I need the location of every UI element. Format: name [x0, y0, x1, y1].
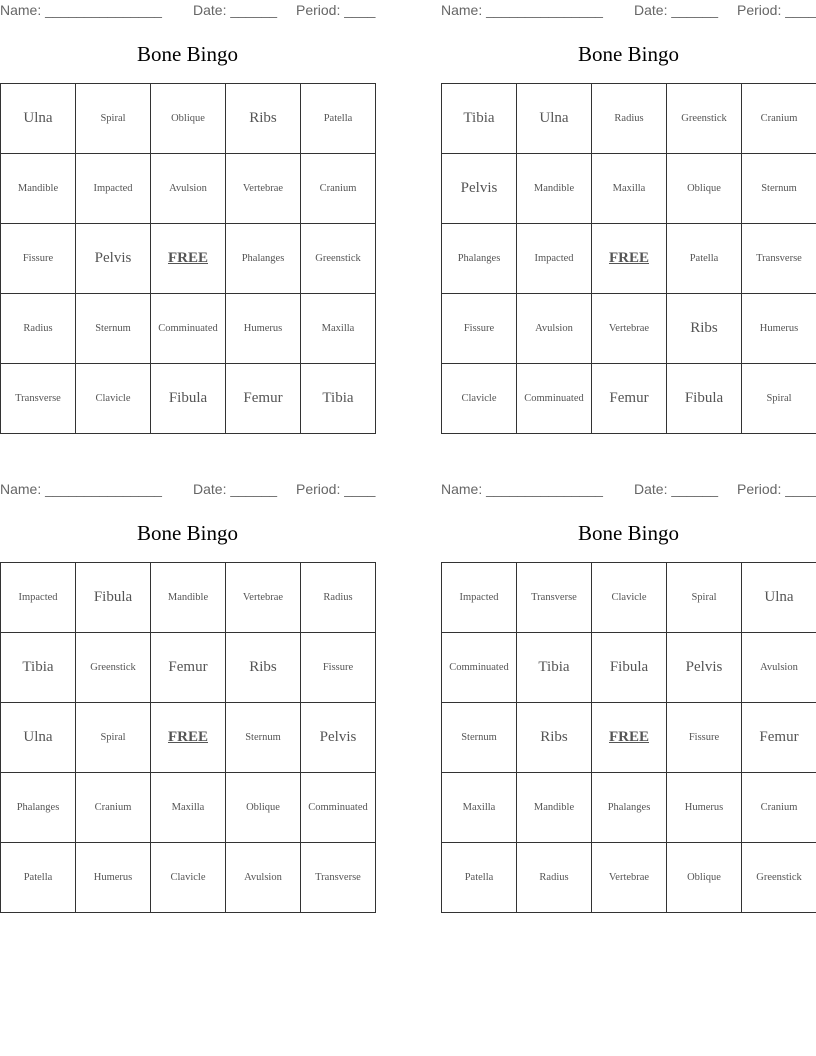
- date-field-label: Date: ______: [193, 2, 278, 18]
- bingo-row: [442, 84, 816, 154]
- card-title: Bone Bingo: [137, 42, 238, 66]
- bingo-cell: Avulsion: [742, 633, 816, 703]
- bingo-cell: Ribs: [226, 633, 301, 703]
- bingo-cell: Impacted: [1, 563, 76, 633]
- bingo-cell: Tibia: [517, 633, 592, 703]
- bingo-row: [1, 703, 376, 773]
- bingo-cell: Humerus: [76, 843, 151, 913]
- bingo-cell: Fibula: [151, 364, 226, 434]
- bingo-cell: Fibula: [667, 364, 742, 434]
- bingo-grid: [0, 83, 376, 434]
- bingo-cell: Patella: [442, 843, 517, 913]
- bingo-cell: Clavicle: [442, 364, 517, 434]
- bingo-row: [1, 633, 376, 703]
- bingo-cell: Cranium: [742, 84, 816, 154]
- bingo-cell: Impacted: [442, 563, 517, 633]
- bingo-cell: Tibia: [301, 364, 376, 434]
- bingo-cell: Humerus: [742, 294, 816, 364]
- bingo-cell: Spiral: [76, 84, 151, 154]
- bingo-cell: Sternum: [76, 294, 151, 364]
- bingo-row: [442, 154, 816, 224]
- bingo-cell: Impacted: [517, 224, 592, 294]
- free-space-cell: FREE: [592, 224, 667, 294]
- bingo-cell: Cranium: [301, 154, 376, 224]
- bingo-cell: Transverse: [1, 364, 76, 434]
- bingo-cell: Patella: [301, 84, 376, 154]
- bingo-cell: Fissure: [1, 224, 76, 294]
- bingo-row: [1, 563, 376, 633]
- bingo-row: [1, 294, 376, 364]
- bingo-cell: Tibia: [1, 633, 76, 703]
- bingo-cell: Sternum: [742, 154, 816, 224]
- student-info-line: [0, 2, 375, 20]
- bingo-cell: Pelvis: [442, 154, 517, 224]
- free-space-cell: FREE: [151, 224, 226, 294]
- bingo-cell: Avulsion: [226, 843, 301, 913]
- card-title: Bone Bingo: [578, 521, 679, 545]
- bingo-cell: Pelvis: [301, 703, 376, 773]
- bingo-cell: Radius: [592, 84, 667, 154]
- bingo-cell: Spiral: [667, 563, 742, 633]
- bingo-cell: Greenstick: [742, 843, 816, 913]
- bingo-cell: Phalanges: [226, 224, 301, 294]
- bingo-cell: Ribs: [667, 294, 742, 364]
- bingo-cell: Clavicle: [151, 843, 226, 913]
- card-title: Bone Bingo: [578, 42, 679, 66]
- bingo-cell: Radius: [1, 294, 76, 364]
- bingo-row: [442, 294, 816, 364]
- bingo-cell: Ulna: [517, 84, 592, 154]
- bingo-cell: Comminuated: [517, 364, 592, 434]
- bingo-cell: Oblique: [667, 843, 742, 913]
- bingo-cell: Avulsion: [517, 294, 592, 364]
- bingo-cell: Pelvis: [667, 633, 742, 703]
- bingo-cell: Impacted: [76, 154, 151, 224]
- bingo-cell: Avulsion: [151, 154, 226, 224]
- bingo-cell: Mandible: [517, 154, 592, 224]
- bingo-cell: Maxilla: [151, 773, 226, 843]
- bingo-cell: Tibia: [442, 84, 517, 154]
- bingo-cell: Humerus: [667, 773, 742, 843]
- bingo-cell: Vertebrae: [592, 294, 667, 364]
- bingo-cell: Humerus: [226, 294, 301, 364]
- date-field-label: Date: ______: [634, 2, 719, 18]
- bingo-cell: Mandible: [151, 563, 226, 633]
- bingo-grid: [441, 83, 816, 434]
- bingo-cell: Ribs: [517, 703, 592, 773]
- period-field-label: Period: ____: [737, 2, 816, 18]
- bingo-cell: Greenstick: [667, 84, 742, 154]
- bingo-cell: Maxilla: [442, 773, 517, 843]
- bingo-row: [442, 773, 816, 843]
- bingo-cell: Femur: [742, 703, 816, 773]
- bingo-cell: Spiral: [742, 364, 816, 434]
- bingo-cell: Cranium: [742, 773, 816, 843]
- bingo-cell: Phalanges: [1, 773, 76, 843]
- bingo-cell: Transverse: [517, 563, 592, 633]
- bingo-cell: Comminuated: [442, 633, 517, 703]
- bingo-row: [1, 364, 376, 434]
- name-field-label: Name: _______________: [0, 481, 162, 497]
- bingo-cell: Maxilla: [301, 294, 376, 364]
- bingo-cell: Oblique: [226, 773, 301, 843]
- bingo-cell: Fibula: [76, 563, 151, 633]
- bingo-cell: Phalanges: [592, 773, 667, 843]
- bingo-cell: Spiral: [76, 703, 151, 773]
- bingo-cell: Ulna: [742, 563, 816, 633]
- bingo-cell: Clavicle: [76, 364, 151, 434]
- bingo-cell: Transverse: [301, 843, 376, 913]
- bingo-row: [442, 843, 816, 913]
- bingo-row: [442, 364, 816, 434]
- name-field-label: Name: _______________: [441, 2, 603, 18]
- bingo-cell: Comminuated: [301, 773, 376, 843]
- bingo-row: [1, 843, 376, 913]
- name-field-label: Name: _______________: [441, 481, 603, 497]
- bingo-cell: Radius: [517, 843, 592, 913]
- bingo-row: [1, 224, 376, 294]
- bingo-cell: Cranium: [76, 773, 151, 843]
- bingo-row: [442, 224, 816, 294]
- bingo-cell: Vertebrae: [226, 154, 301, 224]
- bingo-cell: Sternum: [226, 703, 301, 773]
- bingo-cell: Femur: [151, 633, 226, 703]
- bingo-row: [1, 773, 376, 843]
- bingo-cell: Femur: [226, 364, 301, 434]
- bingo-cell: Fissure: [667, 703, 742, 773]
- bingo-grid: [441, 562, 816, 913]
- bingo-cell: Femur: [592, 364, 667, 434]
- bingo-cell: Phalanges: [442, 224, 517, 294]
- bingo-cell: Vertebrae: [226, 563, 301, 633]
- student-info-line: [441, 2, 816, 20]
- bingo-cell: Vertebrae: [592, 843, 667, 913]
- bingo-cell: Clavicle: [592, 563, 667, 633]
- bingo-cell: Greenstick: [76, 633, 151, 703]
- bingo-cell: Pelvis: [76, 224, 151, 294]
- date-field-label: Date: ______: [634, 481, 719, 497]
- bingo-cell: Fibula: [592, 633, 667, 703]
- bingo-cell: Oblique: [667, 154, 742, 224]
- bingo-row: [1, 154, 376, 224]
- period-field-label: Period: ____: [737, 481, 816, 497]
- bingo-row: [442, 633, 816, 703]
- card-title: Bone Bingo: [137, 521, 238, 545]
- bingo-cell: Mandible: [517, 773, 592, 843]
- bingo-cell: Greenstick: [301, 224, 376, 294]
- name-field-label: Name: _______________: [0, 2, 162, 18]
- bingo-grid: [0, 562, 376, 913]
- free-space-cell: FREE: [151, 703, 226, 773]
- bingo-cell: Patella: [667, 224, 742, 294]
- free-space-cell: FREE: [592, 703, 667, 773]
- bingo-cell: Ulna: [1, 84, 76, 154]
- bingo-cell: Oblique: [151, 84, 226, 154]
- bingo-row: [1, 84, 376, 154]
- bingo-cell: Sternum: [442, 703, 517, 773]
- bingo-cell: Fissure: [442, 294, 517, 364]
- bingo-cell: Maxilla: [592, 154, 667, 224]
- bingo-cell: Fissure: [301, 633, 376, 703]
- bingo-row: [442, 703, 816, 773]
- bingo-cell: Comminuated: [151, 294, 226, 364]
- period-field-label: Period: ____: [296, 2, 376, 18]
- bingo-cell: Mandible: [1, 154, 76, 224]
- period-field-label: Period: ____: [296, 481, 376, 497]
- bingo-cell: Ulna: [1, 703, 76, 773]
- date-field-label: Date: ______: [193, 481, 278, 497]
- bingo-cell: Patella: [1, 843, 76, 913]
- bingo-cell: Ribs: [226, 84, 301, 154]
- student-info-line: [441, 481, 816, 499]
- student-info-line: [0, 481, 375, 499]
- bingo-cell: Transverse: [742, 224, 816, 294]
- bingo-row: [442, 563, 816, 633]
- bingo-cell: Radius: [301, 563, 376, 633]
